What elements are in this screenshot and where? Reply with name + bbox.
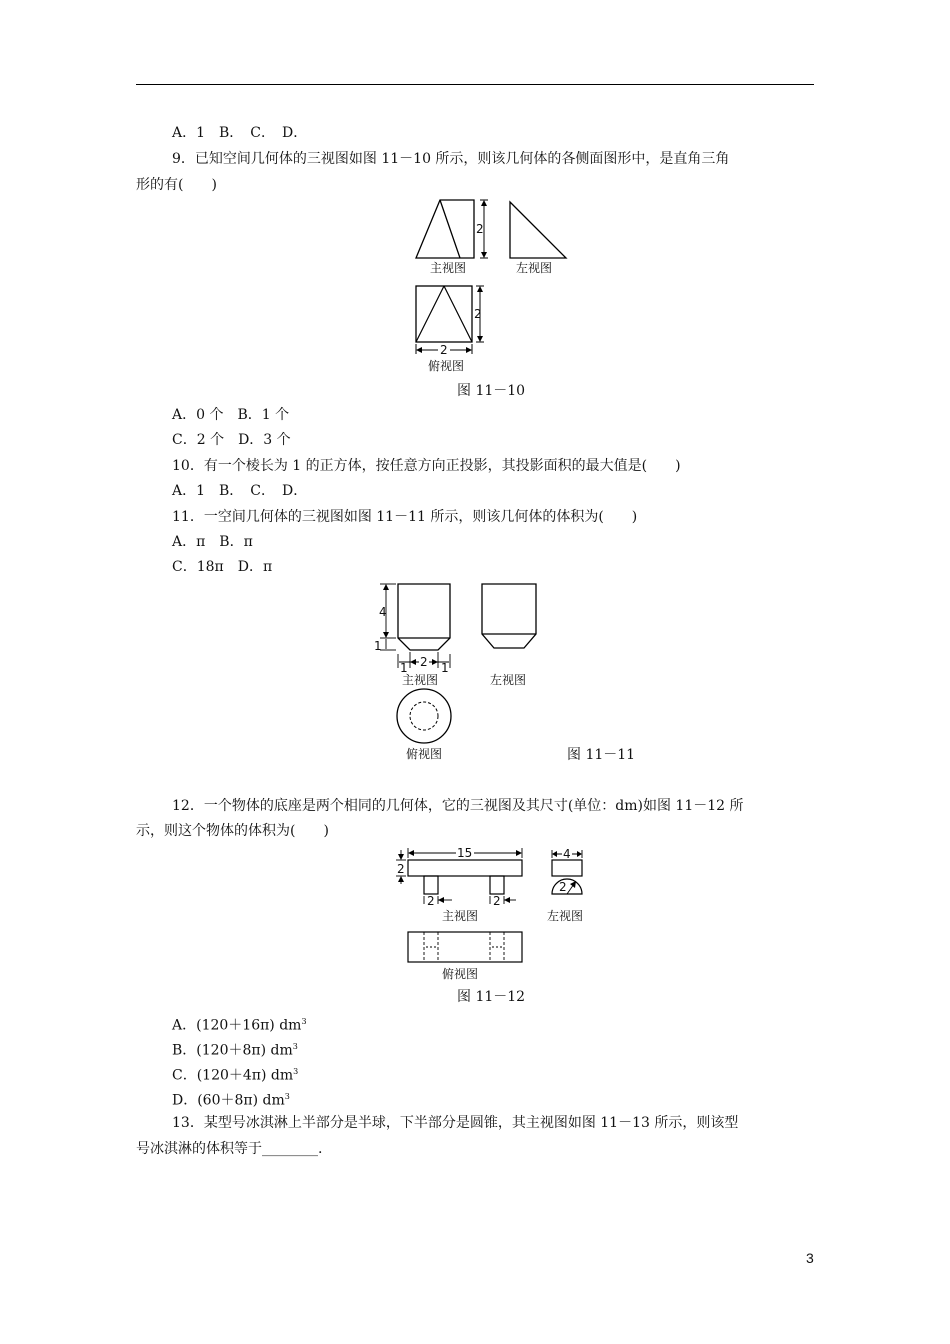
q11-front-label: 主视图 — [402, 673, 439, 687]
q9-front-label: 主视图 — [430, 261, 467, 275]
q12-option-a-text: A．(120＋16π) dm — [172, 1017, 302, 1034]
q9-options-ab: A．0 个 B．1 个 — [172, 407, 290, 423]
left-view-shape — [510, 202, 566, 258]
q9-dim-top-width: 2 — [440, 343, 448, 357]
top-view-shape — [408, 932, 522, 962]
q12-option-c — [172, 1063, 298, 1085]
figure-11-11-caption: 图 11－11 — [567, 747, 636, 763]
q9-options-cd: C．2 个 D．3 个 — [172, 432, 291, 448]
q12-dim-leg-left: 2 — [427, 894, 435, 908]
q11-dim-mid: 2 — [420, 655, 428, 669]
figure-11-10 — [404, 192, 574, 378]
q9-dim-front: 2 — [476, 222, 484, 236]
header-rule — [136, 84, 814, 85]
q12-option-d-text: D．(60＋8π) dm — [172, 1092, 285, 1109]
unit-superscript: 3 — [284, 1092, 290, 1101]
q12-option-d — [172, 1088, 290, 1110]
q12-text-line2: 示，则这个物体的体积为( ) — [136, 823, 329, 839]
q12-option-c-text: C．(120＋4π) dm — [172, 1067, 294, 1084]
q11-dim-4: 4 — [379, 605, 387, 619]
q11-dim-left: 1 — [400, 661, 408, 675]
front-view-shape — [380, 584, 450, 668]
q10-text: 10．有一个棱长为 1 的正方体，按任意方向正投影，其投影面积的最大值是( ) — [172, 458, 681, 474]
q11-top-label: 俯视图 — [406, 747, 443, 761]
figure-11-12 — [392, 844, 602, 988]
q12-dim-thickness: 2 — [397, 862, 405, 876]
q12-dim-leg-right: 2 — [493, 894, 501, 908]
q9-left-label: 左视图 — [516, 261, 553, 275]
q12-dim-width: 4 — [563, 847, 571, 861]
q9-top-label: 俯视图 — [428, 359, 465, 373]
q12-option-b — [172, 1038, 298, 1060]
page-number: 3 — [806, 1250, 814, 1266]
q12-option-a — [172, 1013, 307, 1035]
q11-dim-1: 1 — [374, 639, 382, 653]
q13-text-line2: 号冰淇淋的体积等于________. — [136, 1141, 323, 1157]
unit-superscript: 3 — [293, 1067, 299, 1076]
unit-superscript: 3 — [292, 1042, 298, 1051]
q12-option-b-text: B．(120＋8π) dm — [172, 1042, 293, 1059]
q12-text-line1: 12．一个物体的底座是两个相同的几何体，它的三视图及其尺寸(单位：dm)如图 11－12 所 — [172, 798, 744, 814]
q12-dim-15: 15 — [457, 846, 473, 860]
q11-text: 11．一空间几何体的三视图如图 11－11 所示，则该几何体的体积为( ) — [172, 509, 638, 525]
left-view-shape — [482, 584, 536, 648]
q11-options-ab: A．π B．π — [172, 534, 253, 550]
q12-top-label: 俯视图 — [442, 967, 479, 981]
figure-11-12-caption: 图 11－12 — [457, 989, 526, 1005]
top-view-shape — [397, 689, 451, 743]
unit-superscript: 3 — [301, 1017, 307, 1026]
figure-11-11 — [370, 578, 570, 768]
figure-11-10-caption: 图 11－10 — [457, 383, 526, 399]
q13-text-line1: 13．某型号冰淇淋上半部分是半球，下半部分是圆锥，其主视图如图 11－13 所示，则该型 — [172, 1115, 739, 1131]
q9-dim-top-height: 2 — [474, 307, 482, 321]
q9-text-line2: 形的有( ) — [136, 177, 217, 193]
q11-options-cd: C．18π D．π — [172, 559, 273, 575]
q8-options: A．1 B． C． D． — [172, 125, 308, 141]
q10-options: A．1 B． C． D． — [172, 483, 308, 499]
q11-dim-right: 1 — [441, 661, 449, 675]
q9-text-line1: 9．已知空间几何体的三视图如图 11－10 所示，则该几何体的各侧面图形中，是直角三角 — [172, 151, 730, 167]
q11-left-label: 左视图 — [490, 673, 527, 687]
q12-dim-radius: 2 — [559, 880, 567, 894]
q12-front-label: 主视图 — [442, 909, 479, 923]
q12-left-label: 左视图 — [547, 909, 584, 923]
